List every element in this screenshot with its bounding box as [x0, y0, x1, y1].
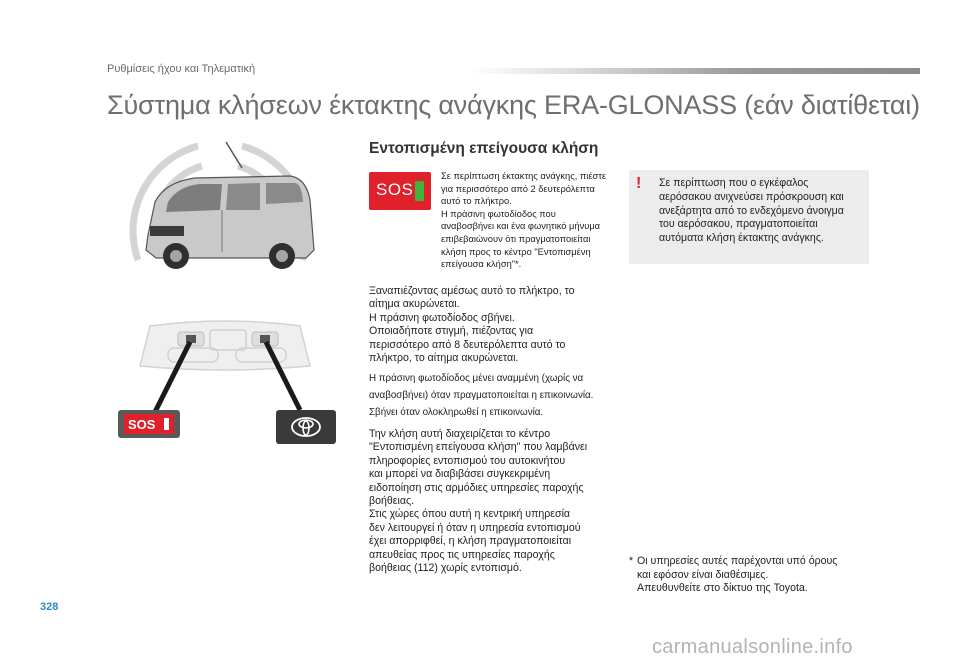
- led-paragraph: [369, 370, 639, 421]
- footnote-line: και εφόσον είναι διαθέσιμες.: [637, 568, 769, 581]
- paragraph-line: δεν λειτουργεί ή όταν η υπηρεσία εντοπισμού: [369, 521, 581, 534]
- sos-label: SOS: [376, 180, 414, 199]
- warning-icon: !: [636, 175, 642, 192]
- sos-description-line: για περισσότερο από 2 δευτερόλεπτα: [441, 183, 595, 194]
- paragraph-line: Ξαναπιέζοντας αμέσως αυτό το πλήκτρο, το: [369, 285, 575, 297]
- footnote: [629, 555, 869, 596]
- sos-description-line: αναβοσβήνει και ένα φωνητικό μήνυμα: [441, 221, 601, 232]
- paragraph-line: Σβήνει όταν ολοκληρωθεί η επικοινωνία.: [369, 407, 544, 418]
- warning-line: του αερόσακου, πραγματοποιείται: [659, 218, 818, 231]
- sos-description-line: επιβεβαιώνουν ότι πραγματοποιείται: [441, 233, 591, 244]
- warning-text: [659, 177, 864, 246]
- sos-description-line: Η πράσινη φωτοδίοδος που: [441, 208, 556, 219]
- warning-line: Σε περίπτωση που ο εγκέφαλος: [659, 177, 809, 189]
- paragraph-line: πληροφορίες εντοπισμού του αυτοκινήτου: [369, 454, 566, 467]
- sos-description-line: κλήση προς το κέντρο "Εντοπισμένη: [441, 246, 591, 257]
- paragraph-line: Στις χώρες όπου αυτή η κεντρική υπηρεσία: [369, 508, 571, 521]
- header-rule: [470, 68, 920, 74]
- warning-line: αυτόματα κλήση έκτακτης ανάγκης.: [659, 232, 824, 245]
- section-header-label: Ρυθμίσεις ήχου και Τηλεματική: [107, 63, 256, 75]
- sos-button: [369, 172, 431, 210]
- paragraph-line: έχει απορριφθεί, η κλήση πραγματοποιείται: [369, 535, 572, 548]
- paragraph-line: ειδοποίηση στις αρμόδιες υπηρεσίες παροχής: [369, 481, 584, 494]
- paragraph-line: και μπορεί να διαβιβάσει συγκεκριμένη: [369, 468, 551, 481]
- green-led-icon: [415, 181, 424, 201]
- paragraph-line: αναβοσβήνει) όταν πραγματοποιείται η επικοινωνία.: [369, 390, 594, 401]
- watermark: carmanualsonline.info: [652, 636, 853, 658]
- paragraph-line: "Εντοπισμένη επείγουσα κλήση" που λαμβάνει: [369, 441, 588, 454]
- paragraph-line: περισσότερο από 8 δευτερόλεπτα αυτό το: [369, 338, 566, 351]
- warning-line: ανεξάρτητα από το ενδεχόμενο άνοιγμα: [659, 204, 844, 217]
- paragraph-line: Η πράσινη φωτοδίοδος σβήνει.: [369, 311, 515, 324]
- page-number: 328: [40, 601, 59, 613]
- paragraph-line: βοήθειας.: [369, 495, 415, 508]
- sos-description-line: αυτό το πλήκτρο.: [441, 196, 512, 207]
- sos-description-line: Σε περίπτωση έκτακτης ανάγκης, πιέστε: [441, 171, 607, 181]
- paragraph-line: Οποιαδήποτε στιγμή, πιέζοντας για: [369, 325, 534, 338]
- section-title: Εντοπισμένη επείγουσα κλήση: [369, 140, 599, 157]
- footnote-line: Απευθυνθείτε στο δίκτυο της Toyota.: [637, 582, 808, 595]
- console-sos-label: SOS: [128, 417, 156, 432]
- footnote-line: Οι υπηρεσίες αυτές παρέχονται υπό όρους: [637, 555, 838, 567]
- paragraph-line: αίτημα ακυρώνεται.: [369, 298, 460, 311]
- overhead-console-illustration: [110, 318, 340, 453]
- cancel-paragraph: [369, 285, 629, 365]
- center-paragraph: [369, 428, 629, 575]
- paragraph-line: πλήκτρο, το αίτημα ακυρώνεται.: [369, 352, 519, 365]
- warning-line: αερόσακου ανιχνεύσει πρόσκρουση και: [659, 190, 844, 203]
- car-illustration: [110, 140, 330, 290]
- paragraph-line: απευθείας προς τις υπηρεσίες παροχής: [369, 548, 555, 561]
- page-title: Σύστημα κλήσεων έκτακτης ανάγκης ERA-GLONASS (εάν διατίθεται): [107, 90, 920, 120]
- sos-description-line: επείγουσα κλήση"*.: [441, 259, 522, 270]
- sos-description: [441, 170, 619, 271]
- paragraph-line: Την κλήση αυτή διαχειρίζεται το κέντρο: [369, 428, 551, 440]
- footnote-star: *: [629, 555, 634, 567]
- paragraph-line: Η πράσινη φωτοδίοδος μένει αναμμένη (χωρίς να: [369, 373, 584, 384]
- paragraph-line: βοήθειας (112) χωρίς εντοπισμό.: [369, 562, 522, 575]
